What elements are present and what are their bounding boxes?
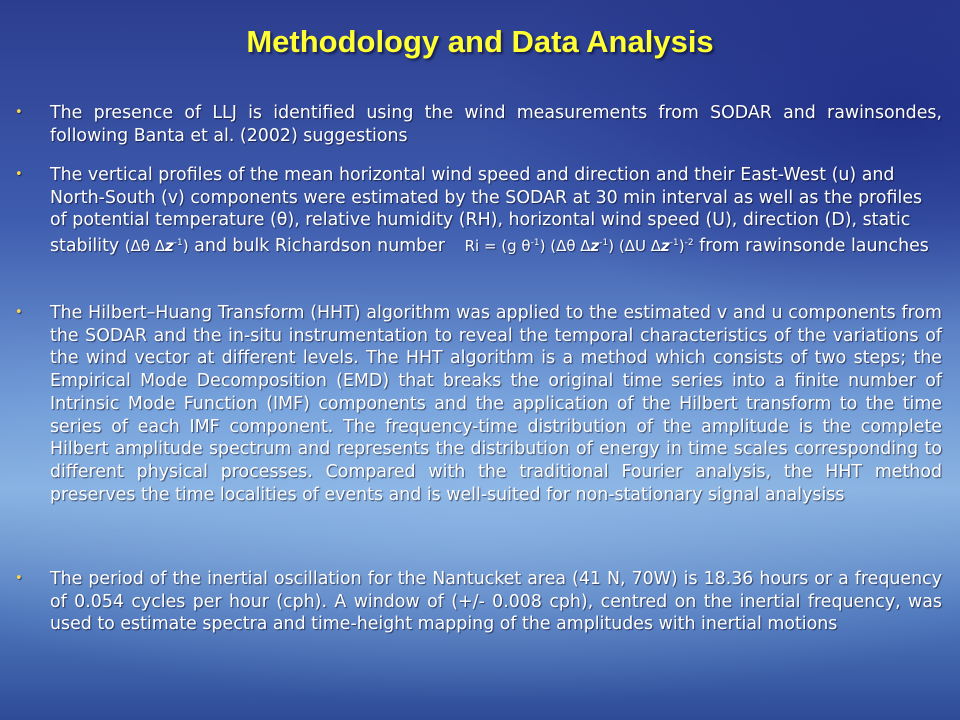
bullet-vertical-profiles [15,164,942,258]
bullet-llj-identification [15,102,942,147]
bullet-text: The Hilbert–Huang Transform (HHT) algorithm was applied to the estimated v and u components from the SODAR and the in-situ instrumentation to reveal the temporal characteristics of the variations of the wind vector at different levels. The HHT algorithm is a method which consists of two steps; the Empirical Mode Decomposition (EMD) that breaks the original time series into a finite number of Intrinsic Mode Function (IMF) components and the application of the Hilbert transform to the time series of each IMF component. The frequency-time distribution of the amplitude is the complete Hilbert amplitude spectrum and represents the distribution of energy in time scales corresponding to different physical processes. Compared with the traditional Fourier analysis, the HHT method preserves the time localities of events and is well-suited for non-stationary signal analysiss [50,303,942,505]
bullet-text: The period of the inertial oscillation for the Nantucket area (41 N, 70W) is 18.36 hours or a frequency of 0.054 cycles per hour (cph). A window of (+/- 0.008 cph), centred on the inertial frequency, was used to estimate spectra and time-height mapping of the amplitudes with inertial motions [50,569,942,635]
bullet-marker-icon: • [15,167,23,182]
bullet-text-after: from rawinsonde launches [699,236,929,257]
bullet-inertial-oscillation [15,568,942,636]
bullet-marker-icon: • [15,571,23,586]
bullet-marker-icon: • [15,305,23,320]
richardson-number-formula: Ri = (g $\theta^{-1}$) (Δθ $\Delta z^{-1}$) (ΔU $\Delta z^{-1})^{-2}$ [464,237,694,256]
bullet-text: The presence of LLJ is identified using the wind measurements from SODAR and rawinsondes, following Banta et al. (2002) suggestions [50,103,942,146]
bullet-hht-algorithm [15,302,942,506]
bullet-text: The vertical profiles of the mean horizontal wind speed and direction and their East-West (u) and North-South (v) components were estimated by the SODAR at 30 min interval as well as the profiles of potential temperature (θ), relative humidity (RH), horizontal wind speed (U), direction (D), static stability [50,165,923,257]
static-stability-formula: (Δθ $\Delta z^{-1}$) [124,237,189,256]
bullet-text-middle: and bulk Richardson number [194,236,446,257]
bullet-marker-icon: • [15,105,23,120]
slide-title: Methodology and Data Analysis [246,24,714,59]
